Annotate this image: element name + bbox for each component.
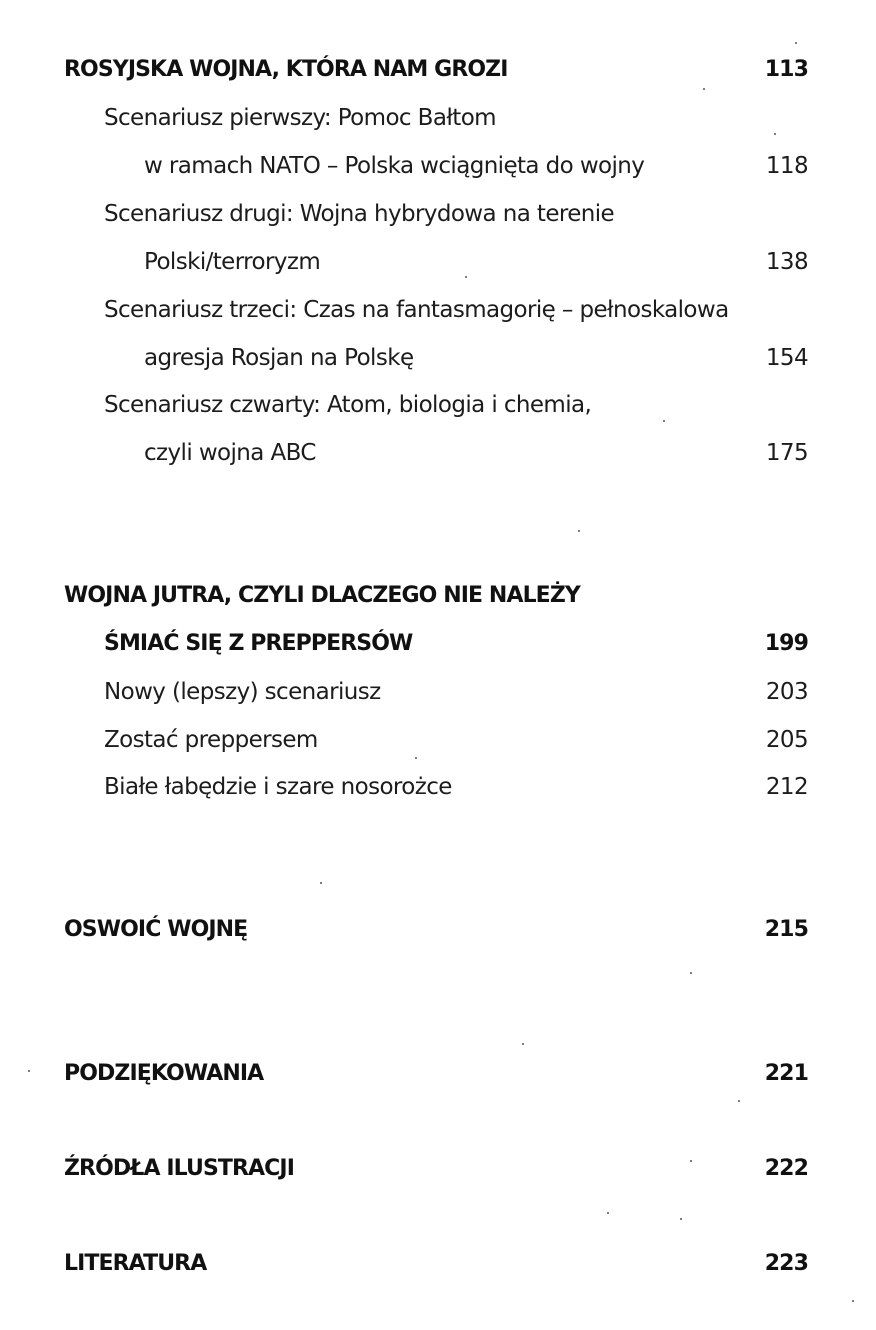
toc-page-number: 203 <box>765 679 808 705</box>
toc-subentry-scenariusz-2-line1 <box>0 194 876 234</box>
toc-entry-podziekowania <box>0 1054 876 1094</box>
toc-page-number: 154 <box>765 345 808 371</box>
toc-subentry-scenariusz-3-line1 <box>0 290 876 330</box>
scan-speck <box>703 88 705 90</box>
toc-page-number: 175 <box>765 440 808 466</box>
toc-page-number: 199 <box>764 631 808 656</box>
toc-entry-oswoic-wojne <box>0 910 876 950</box>
toc-subentry-title: Scenariusz czwarty: Atom, biologia i chemia, <box>104 392 592 418</box>
toc-subentry-biale-labedzie <box>0 767 876 807</box>
scan-speck <box>578 530 580 532</box>
toc-entry-title: ROSYJSKA WOJNA, KTÓRA NAM GROZI <box>64 57 508 82</box>
scan-speck <box>774 133 776 135</box>
scan-speck <box>320 882 322 884</box>
scan-speck <box>465 276 467 278</box>
toc-entry-title: PODZIĘKOWANIA <box>64 1061 264 1086</box>
toc-subentry-title: Scenariusz pierwszy: Pomoc Bałtom <box>104 105 496 131</box>
toc-subentry-scenariusz-2-line2 <box>0 242 876 282</box>
toc-subentry-title: Nowy (lepszy) scenariusz <box>104 679 381 705</box>
toc-subentry-scenariusz-4-line2 <box>0 433 876 473</box>
scan-speck <box>738 1100 740 1102</box>
toc-entry-wojna-jutra-line1 <box>0 576 876 616</box>
scan-speck <box>795 42 797 44</box>
toc-page-number: 212 <box>765 774 808 800</box>
toc-subentry-zostac-preppersem <box>0 720 876 760</box>
scan-speck <box>852 1300 854 1302</box>
scan-speck <box>522 1043 524 1045</box>
toc-subentry-nowy-scenariusz <box>0 672 876 712</box>
toc-entry-title: LITERATURA <box>64 1251 207 1276</box>
scan-speck <box>690 1160 692 1162</box>
toc-page-number: 118 <box>765 153 808 179</box>
scan-speck <box>680 1218 682 1220</box>
toc-page-number: 205 <box>765 727 808 753</box>
toc-entry-title: OSWOIĆ WOJNĘ <box>64 917 248 942</box>
toc-page-number: 138 <box>765 249 808 275</box>
toc-page-number: 113 <box>764 57 808 82</box>
toc-subentry-scenariusz-3-line2 <box>0 338 876 378</box>
toc-entry-wojna-jutra-line2 <box>0 624 876 664</box>
toc-subentry-title-continued: Polski/terroryzm <box>144 249 321 275</box>
scan-speck <box>415 757 417 759</box>
toc-page-number: 221 <box>764 1061 808 1086</box>
toc-page-number: 222 <box>764 1156 808 1181</box>
toc-subentry-scenariusz-1-line2 <box>0 146 876 186</box>
toc-entry-title-continued: ŚMIAĆ SIĘ Z PREPPERSÓW <box>104 631 413 656</box>
toc-page-number: 215 <box>764 917 808 942</box>
toc-entry-title: WOJNA JUTRA, CZYLI DLACZEGO NIE NALEŻY <box>64 583 580 608</box>
scan-speck <box>690 972 692 974</box>
scan-speck <box>28 1070 30 1072</box>
toc-subentry-scenariusz-1-line1 <box>0 98 876 138</box>
toc-entry-rosyjska-wojna <box>0 50 876 90</box>
toc-entry-title: ŹRÓDŁA ILUSTRACJI <box>64 1156 294 1181</box>
toc-entry-literatura <box>0 1244 876 1284</box>
toc-subentry-title: Białe łabędzie i szare nosorożce <box>104 774 452 800</box>
toc-subentry-title: Zostać preppersem <box>104 727 318 753</box>
toc-subentry-title: Scenariusz drugi: Wojna hybrydowa na terenie <box>104 201 615 227</box>
toc-subentry-title: Scenariusz trzeci: Czas na fantasmagorię – pełnoskalowa <box>104 297 729 323</box>
scan-speck <box>663 420 665 422</box>
toc-subentry-title-continued: agresja Rosjan na Polskę <box>144 345 414 371</box>
toc-page-number: 223 <box>764 1251 808 1276</box>
toc-entry-zrodla-ilustracji <box>0 1149 876 1189</box>
toc-subentry-scenariusz-4-line1 <box>0 385 876 425</box>
scan-speck <box>607 1212 609 1214</box>
toc-subentry-title-continued: czyli wojna ABC <box>144 440 316 466</box>
toc-subentry-title-continued: w ramach NATO – Polska wciągnięta do wojny <box>144 153 645 179</box>
